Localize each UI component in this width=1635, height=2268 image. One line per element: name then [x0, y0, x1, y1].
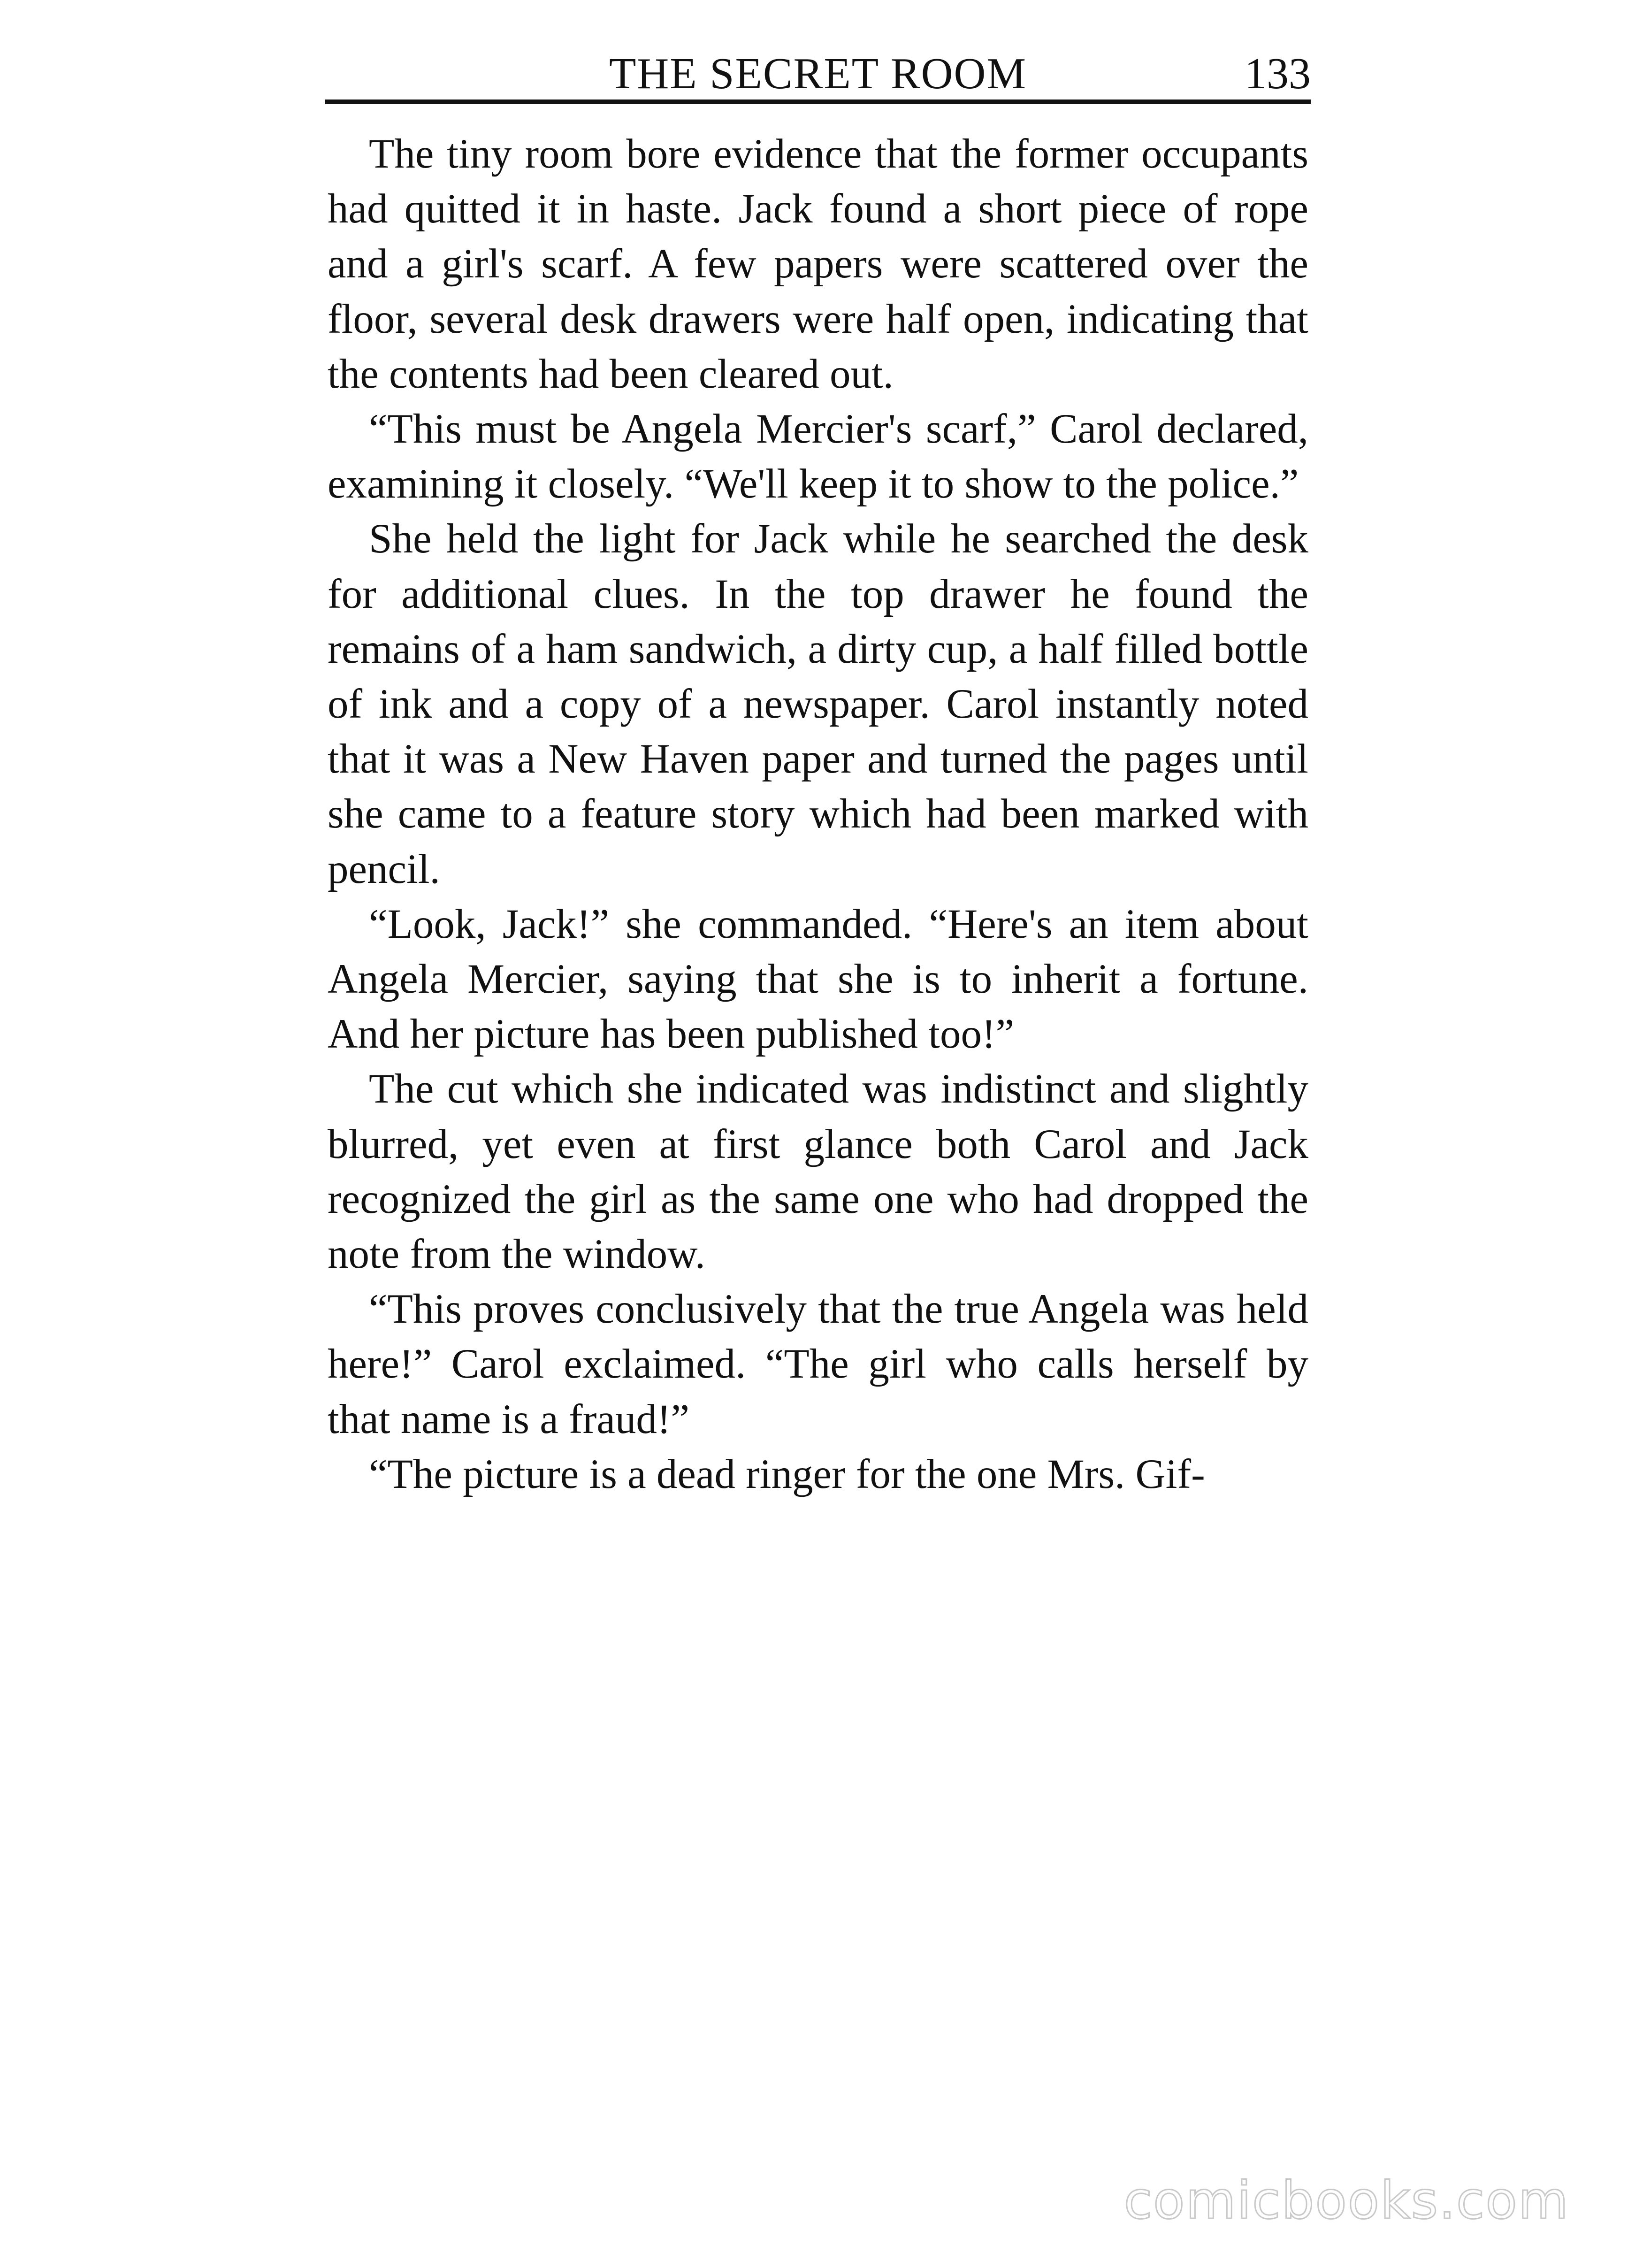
body-text	[328, 127, 1308, 1502]
paragraph: The tiny room bore evidence that the former occupants had quitted it in haste. Jack found a short piece of rope and a girl's scarf. A few papers were scattered over the floor, several desk drawers were half open, indicating that the contents had been cleared out.	[328, 131, 1308, 397]
paragraph: “This must be Angela Mercier's scarf,” Carol declared, examining it closely. “We'll keep it to show to the police.”	[328, 406, 1308, 507]
paragraph: “The picture is a dead ringer for the one Mrs. Gif-	[369, 1451, 1205, 1497]
page-number: 133	[1245, 49, 1311, 98]
paragraph: She held the light for Jack while he searched the desk for additional clues. In the top drawer he found the remains of a ham sandwich, a dirty cup, a half filled bottle of ink and a copy of a newspaper. Carol instantly noted that it was a New Haven paper and turned the pages until she came to a feature story which had been marked with pencil.	[328, 516, 1308, 892]
header-rule	[325, 100, 1311, 104]
page-header	[325, 43, 1311, 104]
paragraph: “This proves conclusively that the true Angela was held here!” Carol exclaimed. “The girl who calls herself by that name is a fraud!”	[328, 1286, 1308, 1442]
paragraph: “Look, Jack!” she commanded. “Here's an item about Angela Mercier, saying that she is to inherit a fortune. And her picture has been published too!”	[328, 901, 1308, 1057]
watermark: comicbooks.com	[1123, 2170, 1569, 2230]
paragraph: The cut which she indicated was indistinct and slightly blurred, yet even at first glance both Carol and Jack recognized the girl as the same one who had dropped the note from the window.	[328, 1066, 1308, 1278]
running-head: THE SECRET ROOM	[609, 49, 1027, 98]
